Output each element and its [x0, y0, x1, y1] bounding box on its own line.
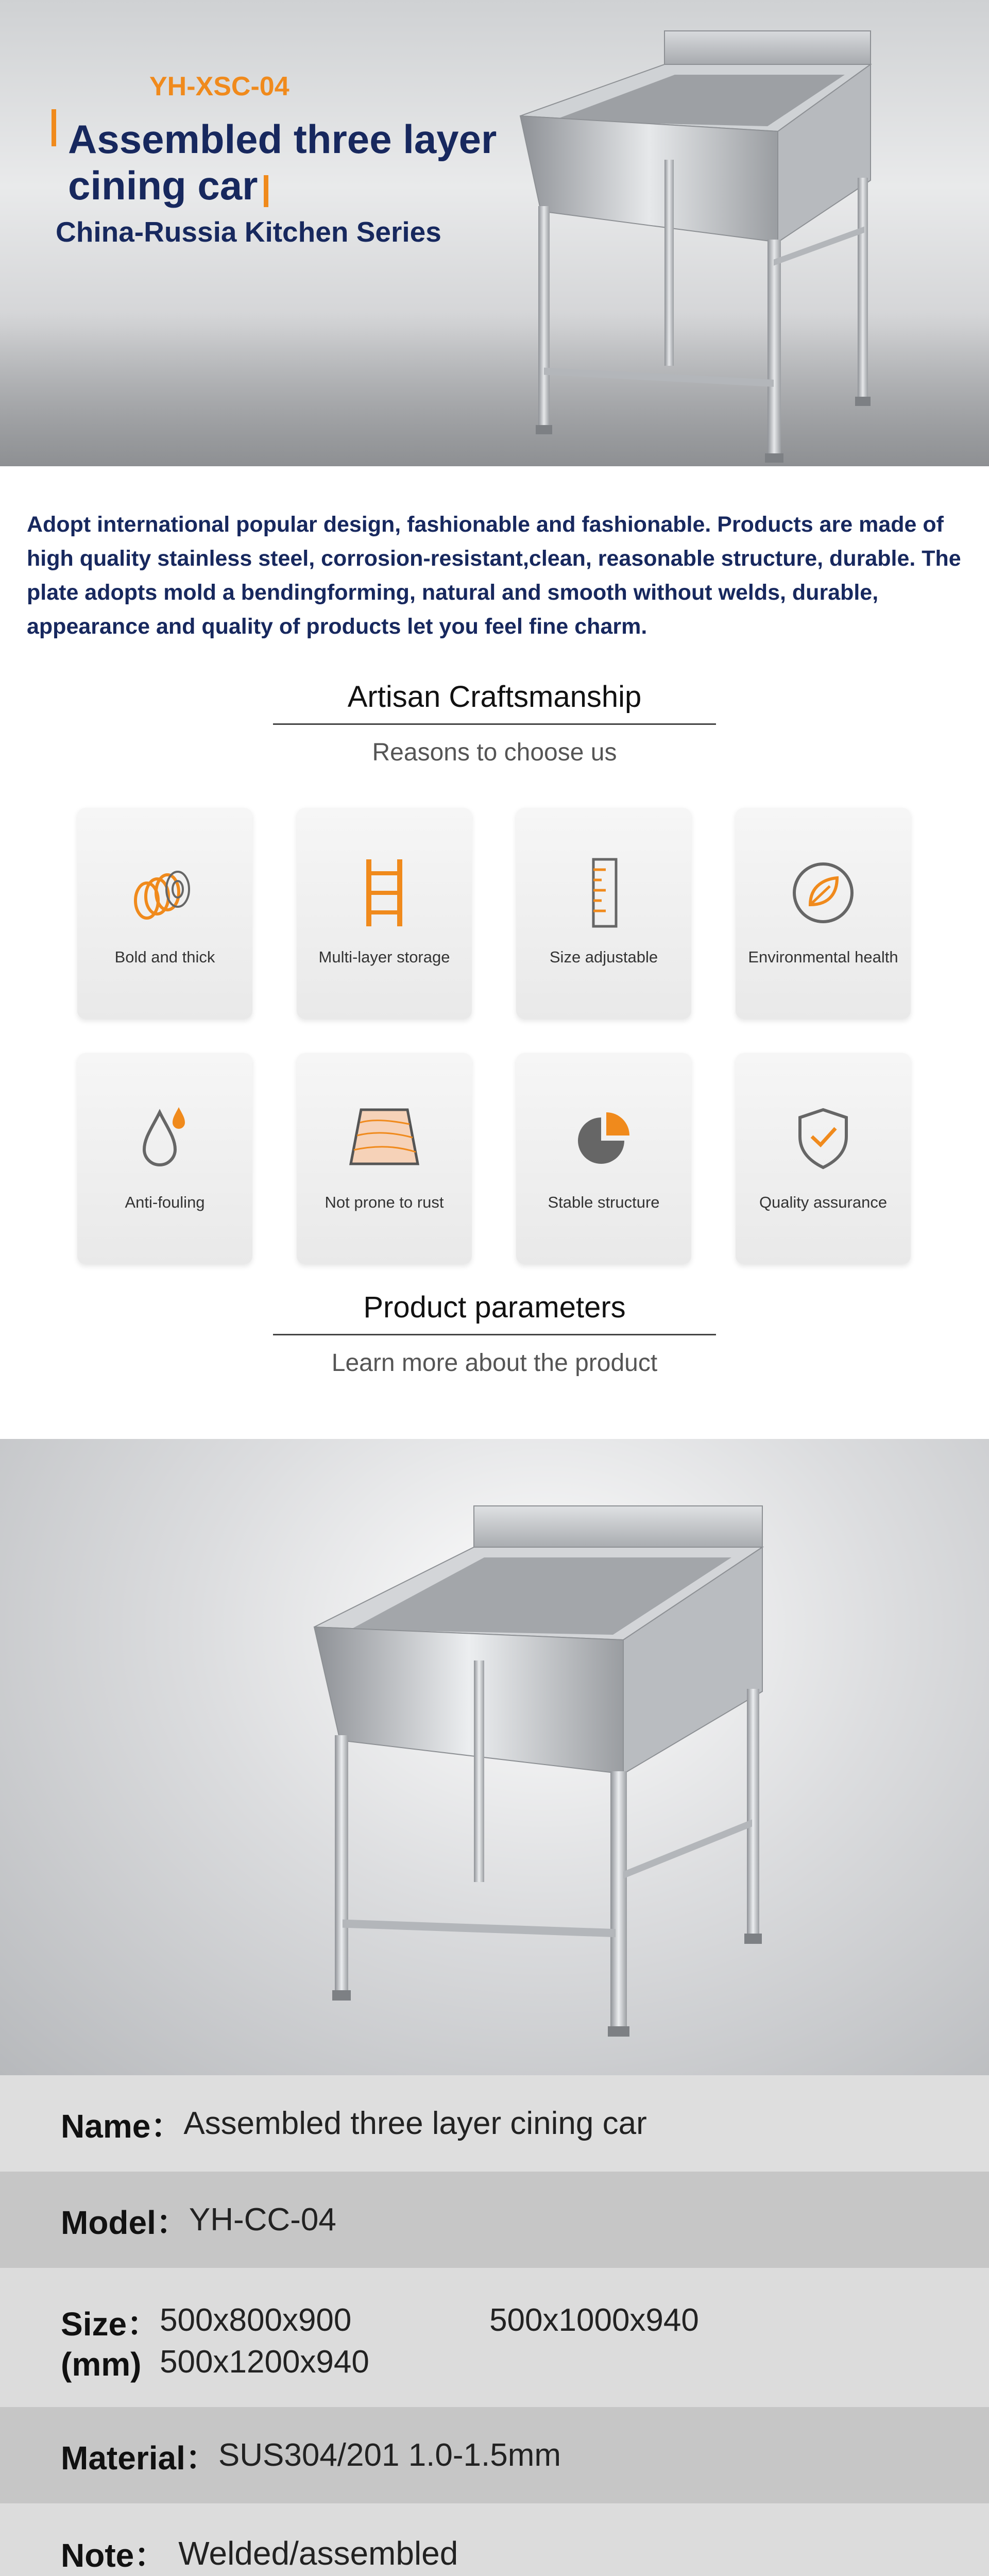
param-key-group: [61, 2298, 160, 2383]
feature-label: Not prone to rust: [325, 1193, 444, 1211]
heading-divider: [273, 1334, 716, 1335]
hero-banner: [0, 0, 989, 466]
hero-title: Assembled three layer cining car: [68, 116, 497, 208]
param-unit: (mm): [61, 2346, 142, 2383]
intro-paragraph: Adopt international popular design, fashionable and fashionable. Products are made of high quality stainless steel, corrosion-resistant,clean, reasonable structure, durable. The plate adopts mold a bendingforming, natural and smooth without welds, durable, appearance and quality of products let you feel fine charm.: [27, 512, 961, 639]
feature-card: [297, 808, 472, 1019]
craftsmanship-heading: Artisan Craftsmanship: [347, 680, 642, 714]
heading-divider: [273, 723, 716, 725]
craftsmanship-header: [0, 680, 989, 767]
parameters-table: [0, 2075, 989, 2576]
feature-label: Environmental health: [748, 948, 898, 966]
hero-bracket-left: [52, 109, 56, 146]
param-key: Size：: [61, 2306, 160, 2343]
hero-sink-image: [510, 26, 901, 464]
param-row-name: [0, 2075, 989, 2172]
size-value: 500x1200x940: [160, 2344, 369, 2380]
param-key: Note：: [61, 2537, 167, 2574]
feature-card: [77, 1053, 252, 1264]
param-key: Material：: [61, 2439, 218, 2477]
parameters-subheading: Learn more about the product: [331, 1349, 658, 1377]
note-lines: [178, 2529, 895, 2576]
hero-subtitle: China-Russia Kitchen Series: [56, 216, 441, 248]
product-sink-image: [304, 1485, 768, 2042]
param-value: SUS304/201 1.0-1.5mm: [218, 2437, 561, 2473]
feature-grid: [77, 808, 912, 1264]
feature-card: [77, 808, 252, 1019]
feature-label: Multi-layer storage: [318, 948, 450, 966]
hero-model-code: YH-XSC-04: [149, 72, 289, 101]
product-image: [0, 1439, 989, 2075]
ladder-icon: [346, 854, 423, 931]
droplet-icon: [126, 1099, 203, 1177]
feature-card: [736, 808, 911, 1019]
note-line: Welded/assembled: [178, 2535, 458, 2572]
param-key: Model：: [61, 2204, 189, 2241]
feature-label: Size adjustable: [549, 948, 658, 966]
param-row-model: [0, 2172, 989, 2268]
hero-bracket-right: [264, 175, 268, 207]
size-values: [160, 2302, 798, 2380]
leaf-icon: [785, 854, 862, 931]
shield-check-icon: [785, 1099, 862, 1177]
pie-icon: [565, 1099, 642, 1177]
size-value: 500x1000x940: [489, 2302, 699, 2338]
param-row-size: [0, 2268, 989, 2407]
craftsmanship-subheading: Reasons to choose us: [372, 739, 617, 766]
ruler-icon: [565, 854, 642, 931]
param-row-material: [0, 2407, 989, 2503]
feature-label: Quality assurance: [759, 1193, 888, 1211]
coil-icon: [126, 854, 203, 931]
steel-plate-icon: [346, 1099, 423, 1177]
feature-card: [297, 1053, 472, 1264]
param-value: Assembled three layer cining car: [183, 2106, 647, 2141]
size-value: 500x800x900: [160, 2302, 352, 2338]
param-value: YH-CC-04: [189, 2202, 336, 2238]
param-row-note: [0, 2503, 989, 2576]
intro-section: [0, 466, 989, 674]
parameters-header: [0, 1290, 989, 1377]
feature-card: [516, 808, 691, 1019]
feature-label: Stable structure: [548, 1193, 660, 1211]
craftsmanship-section: [0, 674, 989, 1264]
parameters-header-section: [0, 1264, 989, 1377]
feature-card: [736, 1053, 911, 1264]
feature-label: Anti-fouling: [125, 1193, 205, 1211]
param-key: Name：: [61, 2107, 184, 2145]
feature-label: Bold and thick: [114, 948, 215, 966]
feature-card: [516, 1053, 691, 1264]
parameters-heading: Product parameters: [363, 1291, 626, 1324]
